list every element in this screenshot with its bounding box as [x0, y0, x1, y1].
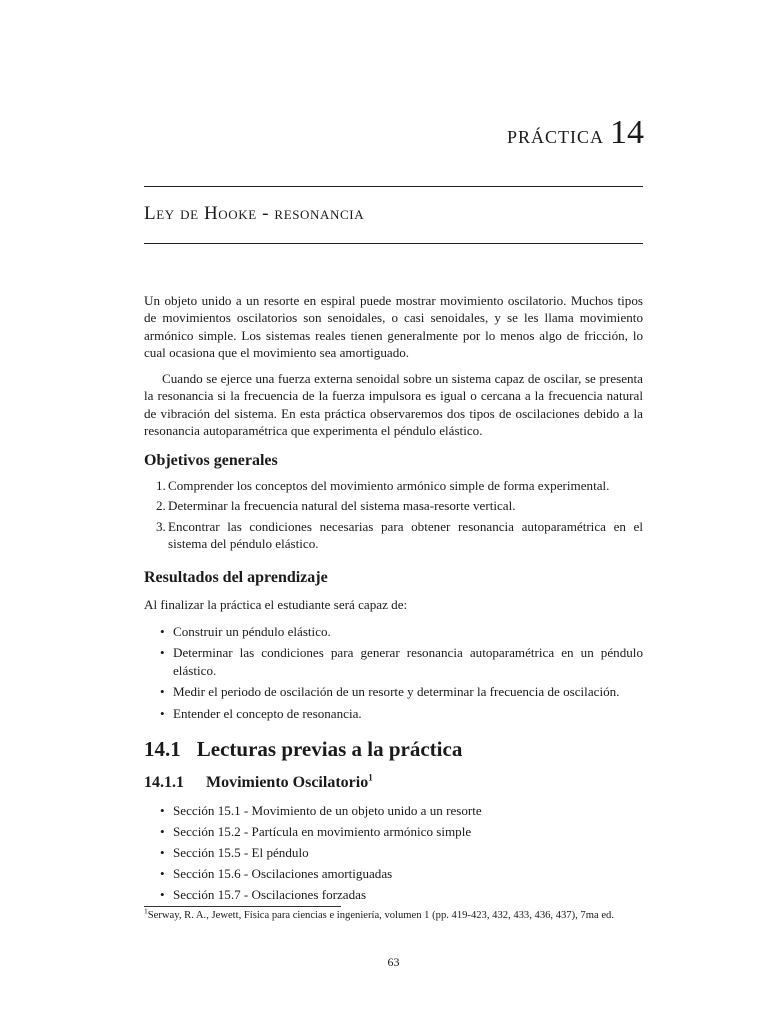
outcome-item: [144, 644, 643, 679]
objective-item: [144, 477, 643, 494]
bullet-icon: •: [160, 645, 165, 661]
outcomes-intro: Al finalizar la práctica el estudiante será capaz de:: [144, 597, 408, 612]
objective-text: Comprender los conceptos del movimiento armónico simple de forma experimental.: [168, 478, 610, 493]
outcome-text: Construir un péndulo elástico.: [173, 624, 331, 639]
footnote: [144, 906, 643, 923]
bullet-icon: •: [160, 845, 165, 860]
chapter-heading: [470, 114, 644, 152]
outcome-item: [144, 705, 643, 722]
chapter-number: 14: [610, 114, 644, 151]
title-rule-bottom: [144, 243, 643, 244]
section-heading: [144, 737, 462, 762]
objective-number: 2.: [156, 498, 166, 514]
reading-item: [144, 844, 643, 861]
objective-number: 3.: [156, 518, 166, 534]
reading-text: Sección 15.1 - Movimiento de un objeto unido a un resorte: [173, 803, 482, 818]
readings-list: [144, 802, 643, 907]
objective-item: [144, 497, 643, 514]
subsection-number: 14.1.1: [144, 774, 184, 791]
objective-number: 1.: [156, 478, 166, 493]
reading-text: Sección 15.7 - Oscilaciones forzadas: [173, 887, 367, 902]
reading-text: Sección 15.6 - Oscilaciones amortiguadas: [173, 866, 393, 881]
outcome-text: Medir el periodo de oscilación de un resorte y determinar la frecuencia de oscilación.: [173, 684, 620, 700]
footnote-mark: 1: [144, 906, 148, 916]
intro-paragraph: Un objeto unido a un resorte en espiral puede mostrar movimiento oscilatorio. Muchos tipos de movimientos oscilatorios son senoidales, o casi senoidales, y se les llama movimiento armónico simple. Los sistemas reales tienen generalmente por lo menos algo de fricción, lo cual ocasiona que el movimiento sea amortiguado.: [144, 293, 643, 361]
bullet-icon: •: [160, 624, 165, 639]
outcome-text: Determinar las condiciones para generar resonancia autoparamétrica en un péndulo elástico.: [173, 645, 643, 678]
bullet-icon: •: [160, 684, 165, 700]
intro-paragraph: Cuando se ejerce una fuerza externa senoidal sobre un sistema capaz de oscilar, se presenta la resonancia si la frecuencia de la fuerza impulsora es igual o cercana a la frecuencia natural de vibración del sistema. En esta práctica observaremos dos tipos de oscilaciones debido a la resonancia autoparamétrica que experimenta el péndulo elástico.: [144, 371, 643, 439]
chapter-title: Ley de Hooke - resonancia: [144, 203, 365, 224]
reading-item: [144, 865, 643, 882]
section-number: 14.1: [144, 737, 181, 761]
title-rule-top: [144, 186, 643, 187]
outcomes-heading: Resultados del aprendizaje: [144, 569, 328, 586]
footnote-rule: [144, 906, 341, 907]
outcome-item: [144, 683, 643, 700]
outcome-text: Entender el concepto de resonancia.: [173, 705, 362, 721]
objective-item: [144, 518, 643, 553]
reading-text: Sección 15.2 - Partícula en movimiento armónico simple: [173, 824, 472, 839]
objective-text: Determinar la frecuencia natural del sistema masa-resorte vertical.: [168, 498, 516, 514]
reading-text: Sección 15.5 - El péndulo: [173, 845, 309, 860]
subsection-heading: [144, 774, 373, 792]
bullet-icon: •: [160, 705, 165, 721]
bullet-icon: •: [160, 824, 165, 839]
page-number: 63: [387, 955, 400, 969]
objective-text: Encontrar las condiciones necesarias para obtener resonancia autoparamétrica en el sistema del péndulo elástico.: [168, 518, 643, 552]
reading-item: [144, 886, 643, 903]
subsection-title: Movimiento Oscilatorio: [206, 774, 369, 791]
reading-item: [144, 802, 643, 819]
footnote-text: Serway, R. A., Jewett, Física para ciencias e ingeniería, volumen 1 (pp. 419-423, 432, 433, 436, 437), 7ma ed.: [147, 910, 614, 921]
reading-item: [144, 823, 643, 840]
section-title: Lecturas previas a la práctica: [196, 737, 463, 761]
chapter-label: práctica: [506, 120, 604, 149]
outcome-item: [144, 623, 643, 640]
footnote-reference[interactable]: 1: [368, 772, 373, 783]
bullet-icon: •: [160, 803, 165, 818]
objectives-list: [144, 477, 643, 556]
bullet-icon: •: [160, 887, 165, 902]
bullet-icon: •: [160, 866, 165, 881]
objectives-heading: Objetivos generales: [144, 452, 278, 469]
outcomes-list: [144, 623, 643, 726]
